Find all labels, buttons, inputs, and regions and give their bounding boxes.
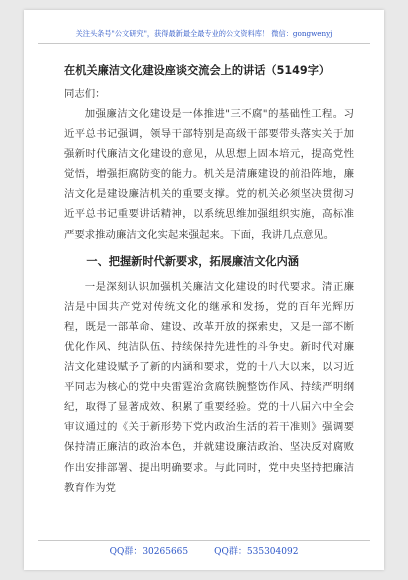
header-divider <box>38 43 370 44</box>
intro-paragraph: 加强廉洁文化建设是一体推进"三不腐"的基础性工程。习近平总书记强调，领导干部特别是高级干部要带头落实关于加强新时代廉洁文化建设的意见，从思想上固本培元，提高党性觉悟，增强拒腐防变的能力。机关是清廉建设的前沿阵地，廉洁文化是建设廉洁机关的重要支撑。党的机关必须坚决贯彻习近平总书记重要讲话精神，以系统思维加强组织实施，高标准严要求推动廉洁文化实起来强起来。下面，我讲几点意见。 <box>64 108 354 241</box>
footer-divider <box>38 540 370 541</box>
section-1-paragraph: 一是深刻认识加强机关廉洁文化建设的时代要求。清正廉洁是中国共产党对传统文化的继承和发扬，党的百年光辉历程，既是一部革命、建设、改革开放的探索史，又是一部不断优化作风、纯洁队伍、持续保持先进性的斗争史。新时代对廉洁文化建设赋予了新的内涵和要求，党的十八大以来，以习近平同志为核心的党中央雷霆治贪腐铁腕整饬作风、持续严明纲纪，取得了显著成效、积累了重要经验。党的十八届六中全会审议通过的《关于新形势下党内政治生活的若干准则》强调要保持清正廉洁的政治本色，并就建设廉洁政治、坚决反对腐败作出安排部署、提出明确要求。与此同时，党中央坚持把廉洁教育作为党 <box>64 280 354 494</box>
header-banner: 关注头条号"公文研究"，获得最新最全最专业的公文资料库！ 微信：gongwenyj <box>75 29 333 38</box>
qq-group-2: QQ群：535304092 <box>214 547 299 557</box>
document-title: 在机关廉洁文化建设座谈交流会上的讲话（5149字） <box>64 64 331 77</box>
document-body <box>64 62 354 498</box>
document-page <box>24 10 384 570</box>
greeting: 同志们： <box>64 88 106 100</box>
footer-contacts <box>24 544 384 557</box>
section-heading-1: 一、把握新时代新要求，拓展廉洁文化内涵 <box>86 254 299 268</box>
qq-group-1: QQ群：30265665 <box>109 547 189 557</box>
